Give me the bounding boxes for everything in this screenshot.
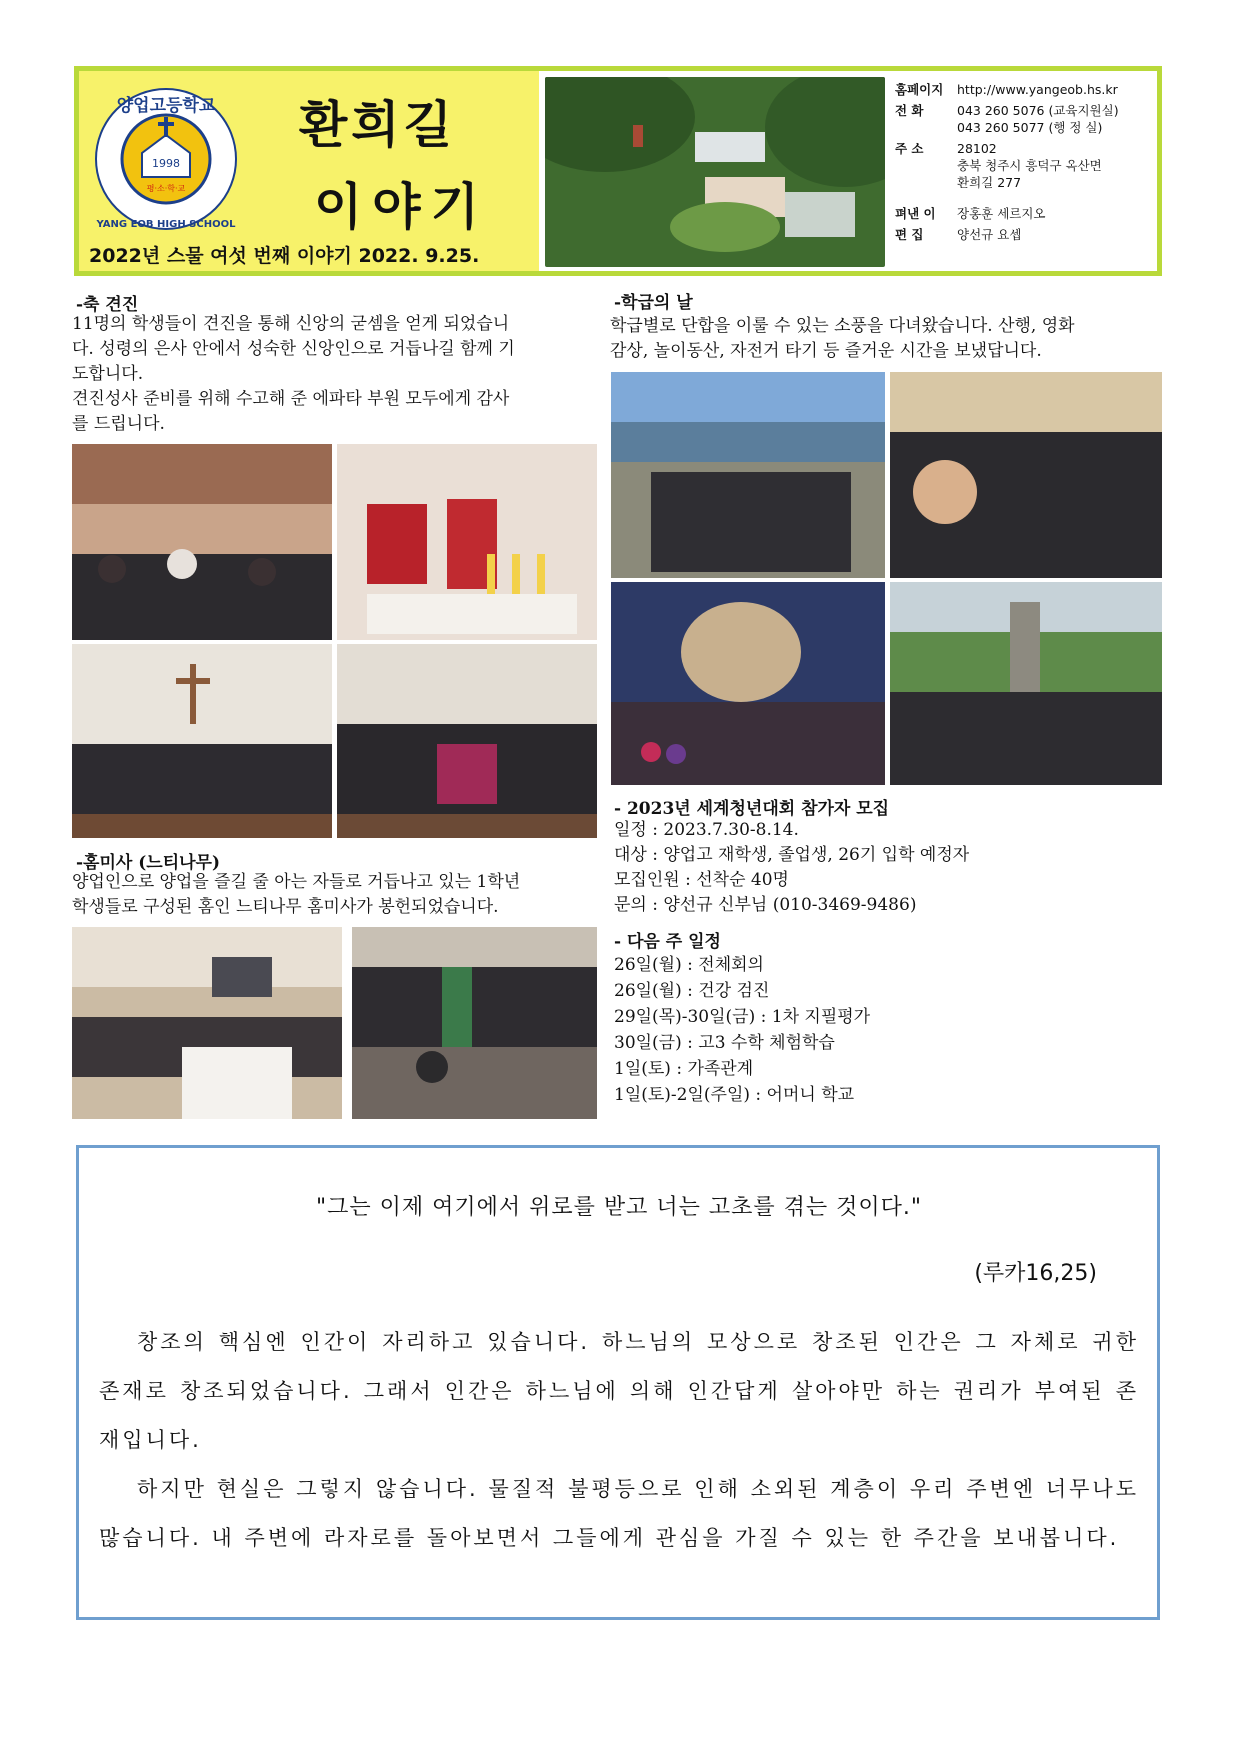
home-mass-title: -홈미사 (느티나무) <box>76 853 221 873</box>
confirmation-photo-3 <box>72 644 332 838</box>
confirmation-photo-4 <box>337 644 597 838</box>
info-row <box>895 226 1157 243</box>
class-day-photo-2 <box>890 372 1162 578</box>
info-row <box>895 102 1157 136</box>
publication-info <box>895 81 1157 247</box>
text-line: 30일(금) : 고3 수학 체험학습 <box>614 1033 835 1053</box>
text-line: 대상 : 양업고 재학생, 졸업생, 26기 입학 예정자 <box>614 845 970 865</box>
text-line: 도합니다. <box>72 364 144 384</box>
text-line: 다. 성령의 은사 안에서 성숙한 신앙인으로 거듭나길 함께 기 <box>72 339 515 359</box>
school-logo <box>91 81 241 241</box>
text-line: 양업인으로 양업을 즐길 줄 아는 자들로 거듭나고 있는 1학년 <box>72 872 521 892</box>
text-line: 를 드립니다. <box>72 414 165 434</box>
text-line: 1일(토) : 가족관계 <box>614 1059 754 1079</box>
text-line: 모집인원 : 선착순 40명 <box>614 870 789 890</box>
text-line: 문의 : 양선규 신부님 (010-3469-9486) <box>614 895 917 915</box>
text-line: 29일(목)-30일(금) : 1차 지필평가 <box>614 1007 871 1027</box>
newsletter-header <box>74 66 1162 276</box>
schedule-title: - 다음 주 일정 <box>614 932 721 952</box>
info-label: 전 화 <box>895 103 924 118</box>
logo-year: 1998 <box>152 157 180 170</box>
text-line: 견진성사 준비를 위해 수고해 준 에파타 부원 모두에게 감사 <box>72 389 510 409</box>
school-aerial-photo <box>545 77 885 267</box>
text-line: 학급별로 단합을 이룰 수 있는 소풍을 다녀왔습니다. 산행, 영화 <box>610 316 1075 336</box>
reflection-text <box>99 1318 1139 1563</box>
reflection-box <box>76 1145 1160 1620</box>
scripture-reference: (루카16,25) <box>974 1261 1097 1286</box>
class-day-body <box>610 314 1170 364</box>
logo-top-text: 양업고등학교 <box>116 96 216 116</box>
header-title-panel <box>79 71 539 271</box>
text-line: 1일(토)-2일(주일) : 어머니 학교 <box>614 1085 855 1105</box>
info-row <box>895 81 1157 98</box>
text-line: 감상, 놀이동산, 자전거 타기 등 즐거운 시간을 보냈답니다. <box>610 341 1042 361</box>
text-line: 26일(월) : 건강 검진 <box>614 981 770 1001</box>
newsletter-title-line2: 이야기 <box>314 178 489 236</box>
text-line: 학생들로 구성된 홈인 느티나무 홈미사가 봉헌되었습니다. <box>72 897 499 917</box>
info-row <box>895 140 1157 191</box>
confirmation-photo-2 <box>337 444 597 640</box>
class-day-photo-1 <box>611 372 885 578</box>
newsletter-title-line1: 환희길 <box>299 96 456 154</box>
home-mass-photo-1 <box>72 927 342 1119</box>
text-line: 일정 : 2023.7.30-8.14. <box>614 820 799 840</box>
reflection-paragraph: 하지만 현실은 그렇지 않습니다. 물질적 불평등으로 인해 소외된 계층이 우리 주변엔 너무나도 많습니다. 내 주변에 라자로를 돌아보면서 그들에게 관심을 가질 수 있는 한 주간을 보내봅니다. <box>99 1477 1139 1550</box>
info-row <box>895 205 1157 222</box>
info-value: 양선규 요셉 <box>957 227 1022 242</box>
logo-bottom-text: YANG EOB HIGH SCHOOL <box>96 219 236 230</box>
info-value: 장홍훈 세르지오 <box>957 206 1046 221</box>
confirmation-photo-1 <box>72 444 332 640</box>
info-label: 홈페이지 <box>895 82 944 97</box>
text-line: 26일(월) : 전체회의 <box>614 955 764 975</box>
class-day-title: -학급의 날 <box>614 293 693 313</box>
class-day-photo-4 <box>890 582 1162 785</box>
info-value[interactable]: http://www.yangeob.hs.kr <box>957 82 1118 97</box>
logo-motto: 평·소·학·교 <box>146 184 186 193</box>
class-day-photo-3 <box>611 582 885 785</box>
wyd-body <box>614 818 1174 918</box>
info-label: 주 소 <box>895 141 924 156</box>
reflection-paragraph: 창조의 핵심엔 인간이 자리하고 있습니다. 하느님의 모상으로 창조된 인간은 그 자체로 귀한 존재로 창조되었습니다. 그래서 인간은 하느님에 의해 인간답게 살아야만 하는 권리가 부여된 존재입니다. <box>99 1330 1139 1452</box>
info-value: 043 260 5076 (교육지원실) 043 260 5077 (행 정 실) <box>957 103 1119 135</box>
info-value: 28102 충북 청주시 흥덕구 옥산면 환희길 277 <box>957 141 1102 190</box>
confirmation-body <box>72 312 602 437</box>
text-line: 11명의 학생들이 견진을 통해 신앙의 굳셈을 얻게 되었습니 <box>72 314 510 334</box>
scripture-quote: "그는 이제 여기에서 위로를 받고 너는 고초를 겪는 것이다." <box>316 1195 922 1220</box>
schedule-body <box>614 952 1174 1108</box>
home-mass-body <box>72 870 612 920</box>
info-label: 편 집 <box>895 227 924 242</box>
home-mass-photo-2 <box>352 927 597 1119</box>
confirmation-title: -축 견진 <box>76 295 139 315</box>
wyd-title: - 2023년 세계청년대회 참가자 모집 <box>614 799 890 819</box>
issue-line: 2022년 스물 여섯 번째 이야기 2022. 9.25. <box>89 245 480 267</box>
info-label: 펴낸 이 <box>895 206 936 221</box>
